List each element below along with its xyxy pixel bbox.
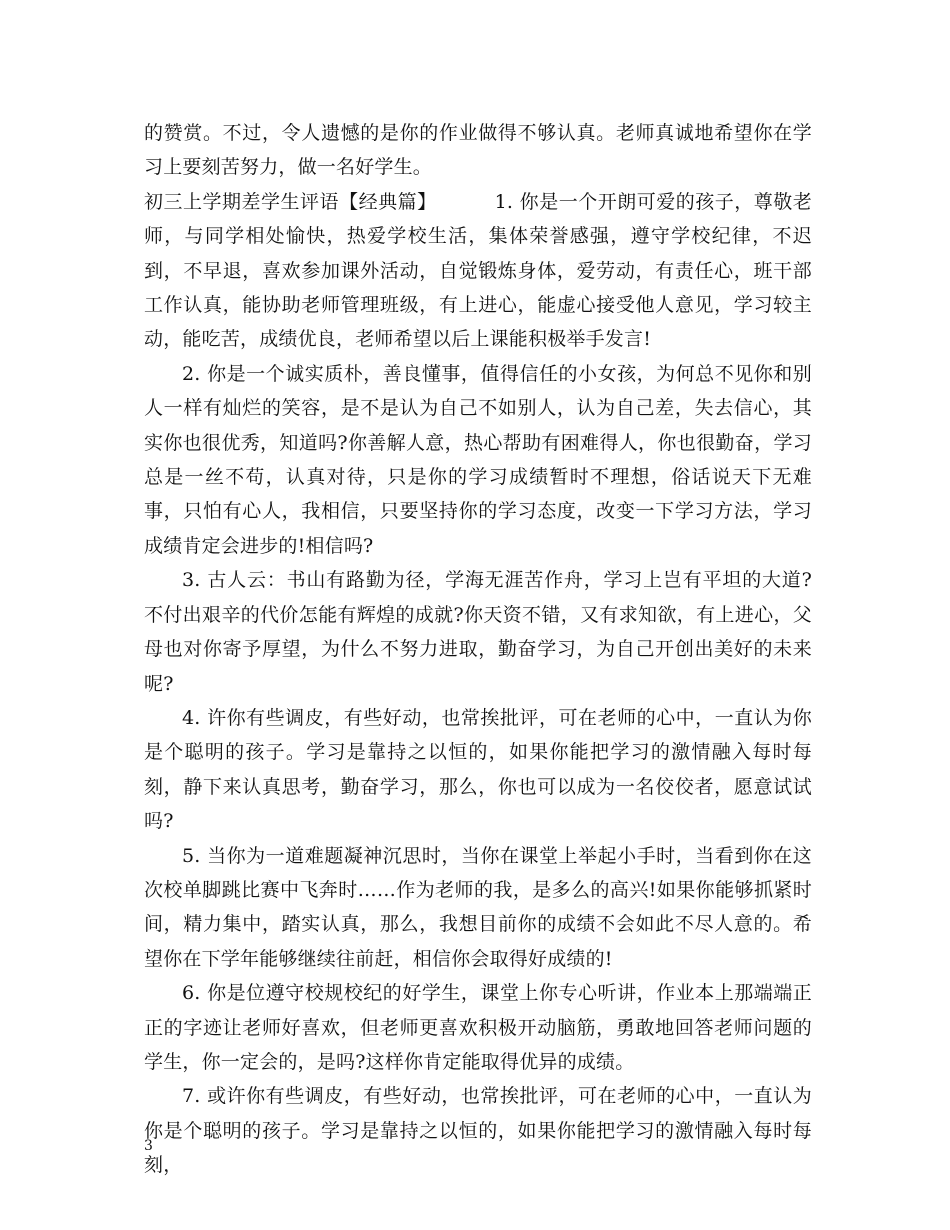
comment-item-3: 3. 古人云：书山有路勤为径，学海无涯苦作舟，学习上岂有平坦的大道?不付出艰辛的代价怎能有辉煌的成就?你天资不错，又有求知欲，有上进心，父母也对你寄予厚望，为什么不努力进取，勤奋学习，为自己开创出美好的未来呢? [144,569,812,695]
comment-item-7: 7. 或许你有些调皮，有些好动，也常挨批评，可在老师的心中，一直认为你是个聪明的孩子。学习是靠持之以恒的，如果你能把学习的激情融入每时每刻， [144,1085,812,1177]
intro-paragraph: 的赞赏。不过，令人遗憾的是你的作业做得不够认真。老师真诚地希望你在学习上要刻苦努力，做一名好学生。 [144,122,812,179]
page-number: 3 [144,1138,153,1154]
document-body [144,116,812,1183]
comment-item-6: 6. 你是位遵守校规校纪的好学生，课堂上你专心听讲，作业本上那端端正正的字迹让老师好喜欢，但老师更喜欢积极开动脑筋，勇敢地回答老师问题的学生，你一定会的，是吗?这样你肯定能取得优异的成绩。 [144,982,812,1073]
comment-item-4: 4. 许你有些调皮，有些好动，也常挨批评，可在老师的心中，一直认为你是个聪明的孩子。学习是靠持之以恒的，如果你能把学习的激情融入每时每刻，静下来认真思考，勤奋学习，那么，你也可以成为一名佼佼者，愿意试试吗? [144,706,812,833]
comment-item-2: 2. 你是一个诚实质朴，善良懂事，值得信任的小女孩，为何总不见你和别人一样有灿烂的笑容，是不是认为自己不如别人，认为自己差，失去信心，其实你也很优秀，知道吗?你善解人意，热心帮助有困难得人，你也很勤奋，学习总是一丝不苟，认真对待，只是你的学习成绩暂时不理想，俗话说天下无难事，只怕有心人，我相信，只要坚持你的学习态度，改变一下学习方法，学习成绩肯定会进步的!相信吗? [144,362,812,557]
comment-item-1: 1. 你是一个开朗可爱的孩子，尊敬老师，与同学相处愉快，热爱学校生活，集体荣誉感强，遵守学校纪律，不迟到，不早退，喜欢参加课外活动，自觉锻炼身体，爱劳动，有责任心，班干部工作认真，能协助老师管理班级，有上进心，能虚心接受他人意见，学习较主动，能吃苦，成绩优良，老师希望以后上课能积极举手发言! [144,190,812,351]
section-heading: 初三上学期差学生评语【经典篇】 [144,190,437,213]
heading-paragraph [144,185,812,357]
comment-item-5: 5. 当你为一道难题凝神沉思时，当你在课堂上举起小手时，当看到你在这次校单脚跳比赛中飞奔时……作为老师的我，是多么的高兴!如果你能够抓紧时间，精力集中，踏实认真，那么，我想目前你的成绩不会如此不尽人意的。希望你在下学年能够继续往前赶，相信你会取得好成绩的! [144,844,812,970]
